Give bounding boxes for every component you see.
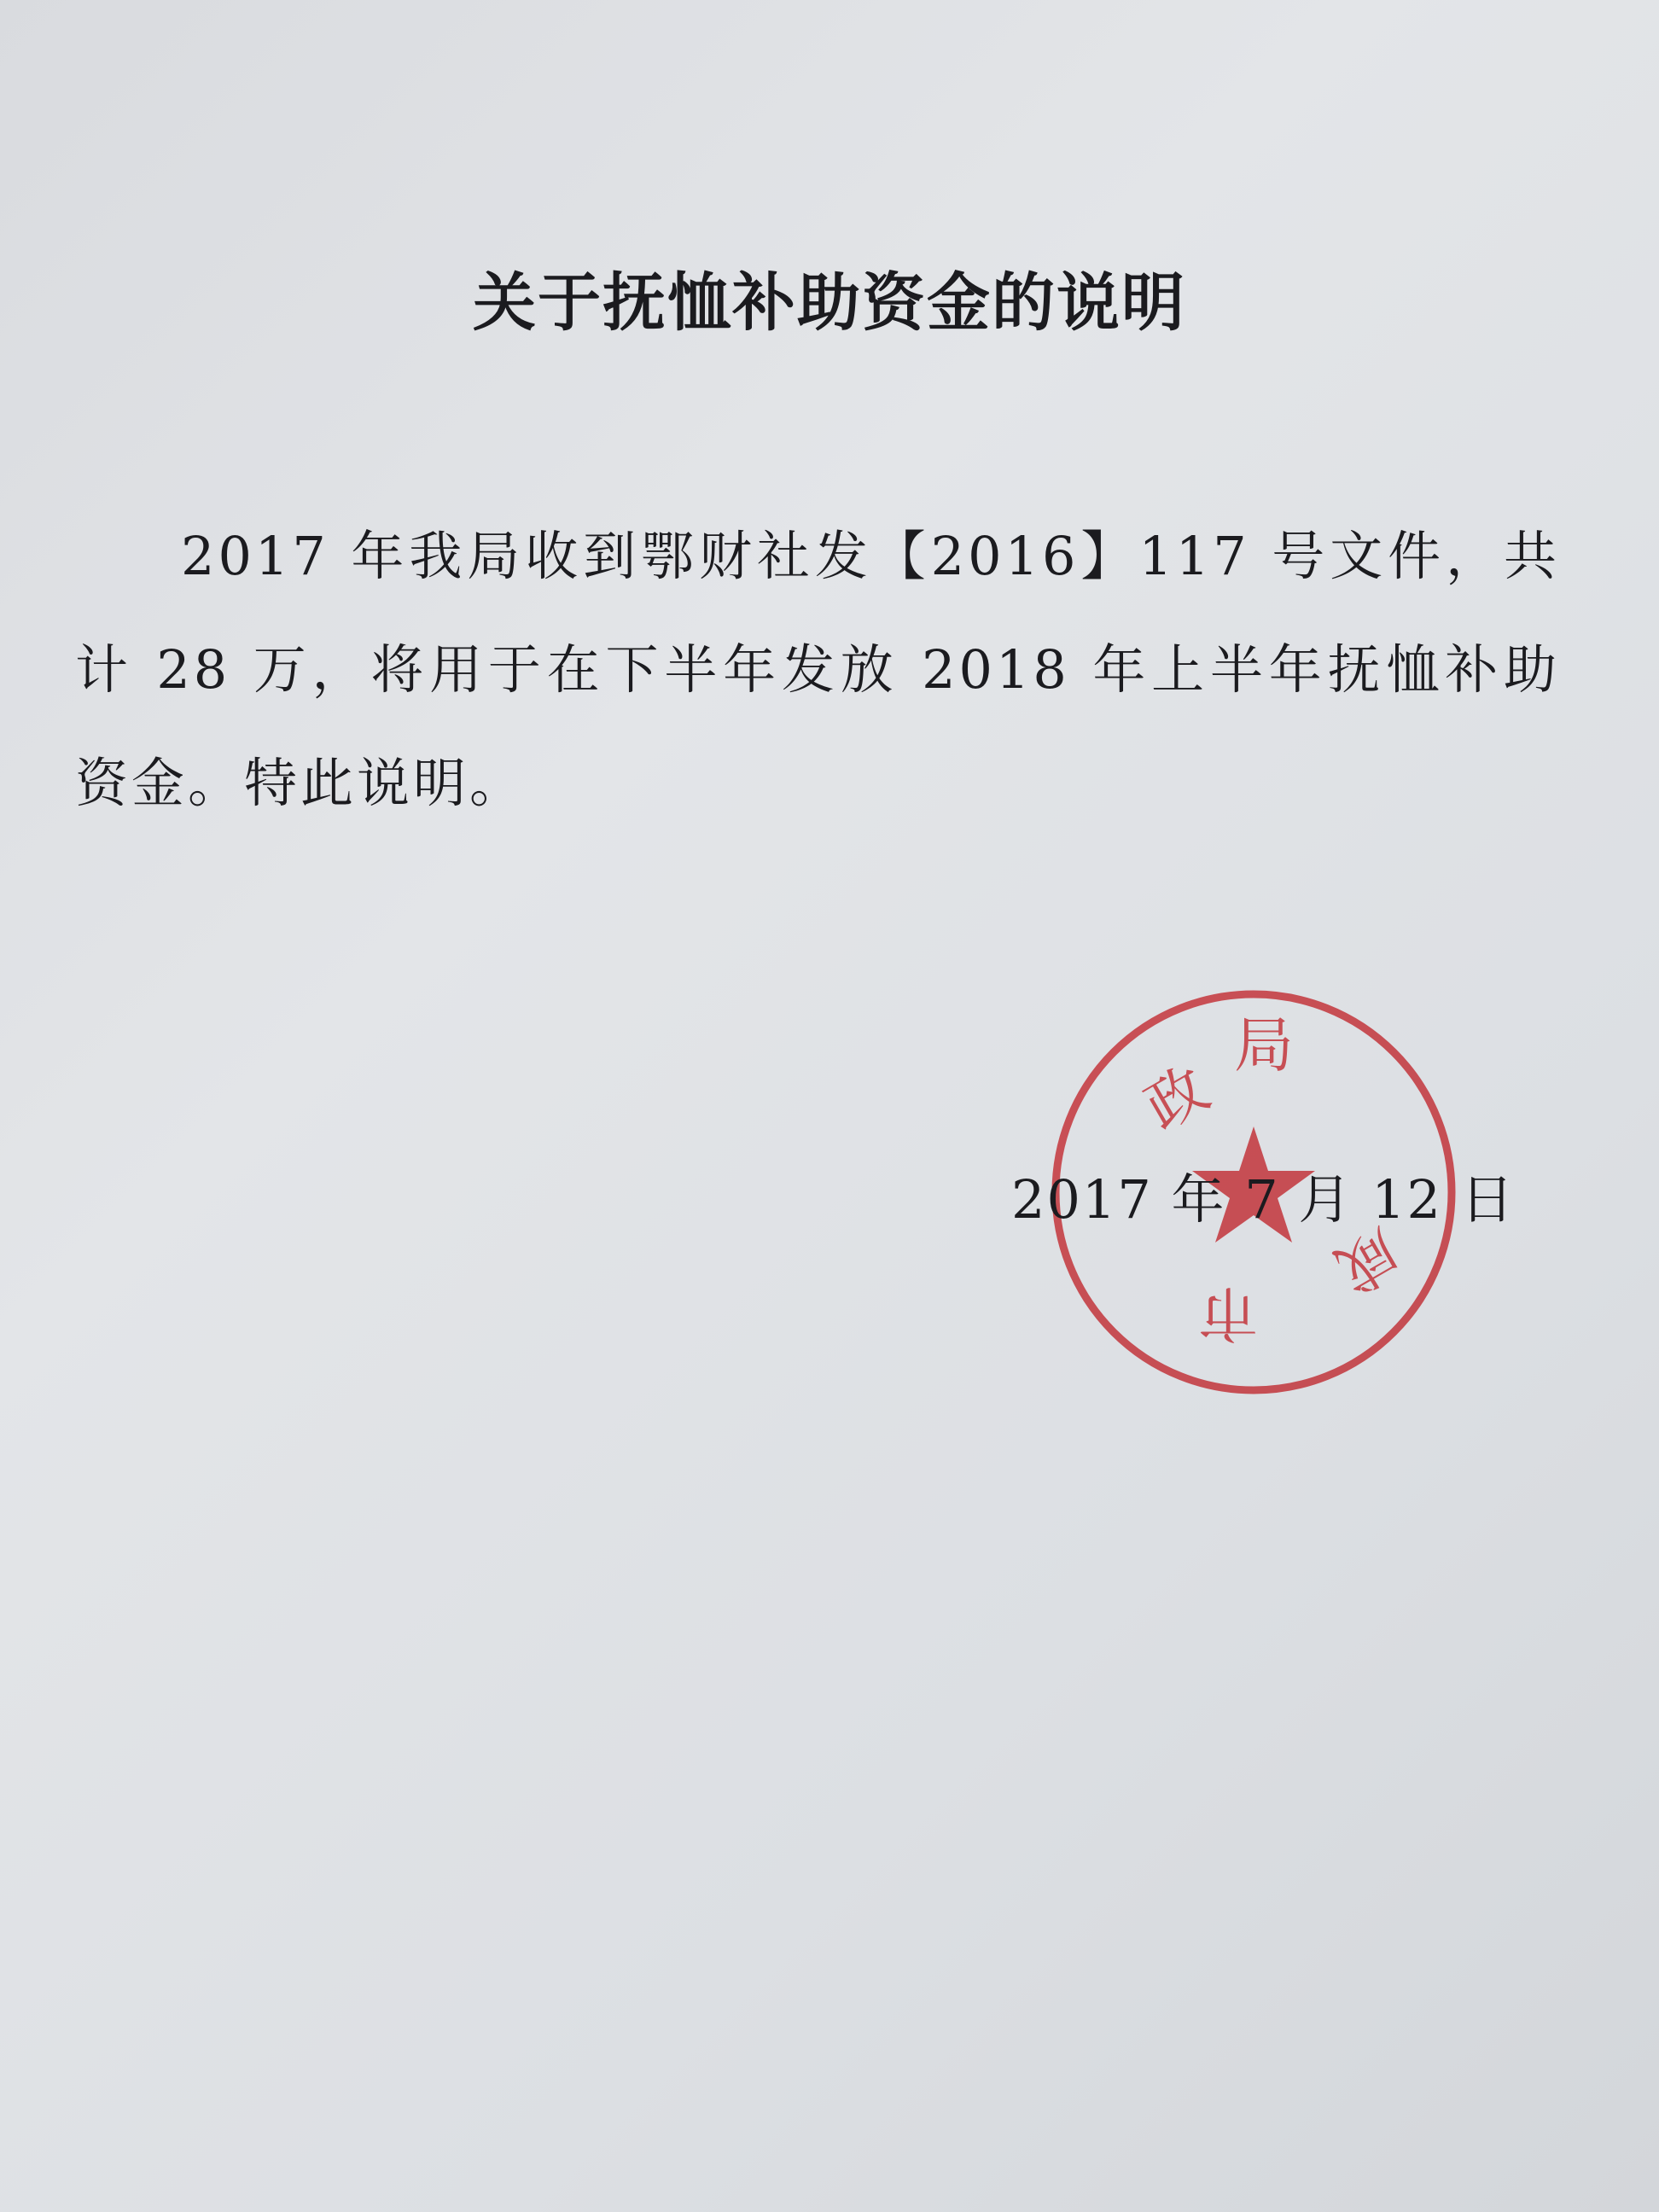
seal-char-xian: 咸 xyxy=(1324,1214,1412,1307)
seal-char-ju: 局 xyxy=(1234,1010,1294,1080)
document-body: 2017 年我局收到鄂财社发【2016】117 号文件，共计 28 万，将用于在下半年发放 2018 年上半年抚恤补助资金。特此说明。 xyxy=(75,525,1560,814)
seal-char-shi: 市 xyxy=(1198,1278,1258,1348)
seal-char-zheng: 政 xyxy=(1133,1052,1220,1144)
document-title: 关于抚恤补助资金的说明 xyxy=(473,266,1186,340)
document-date: 2017 年 7 月 12 日 xyxy=(1011,1168,1516,1231)
